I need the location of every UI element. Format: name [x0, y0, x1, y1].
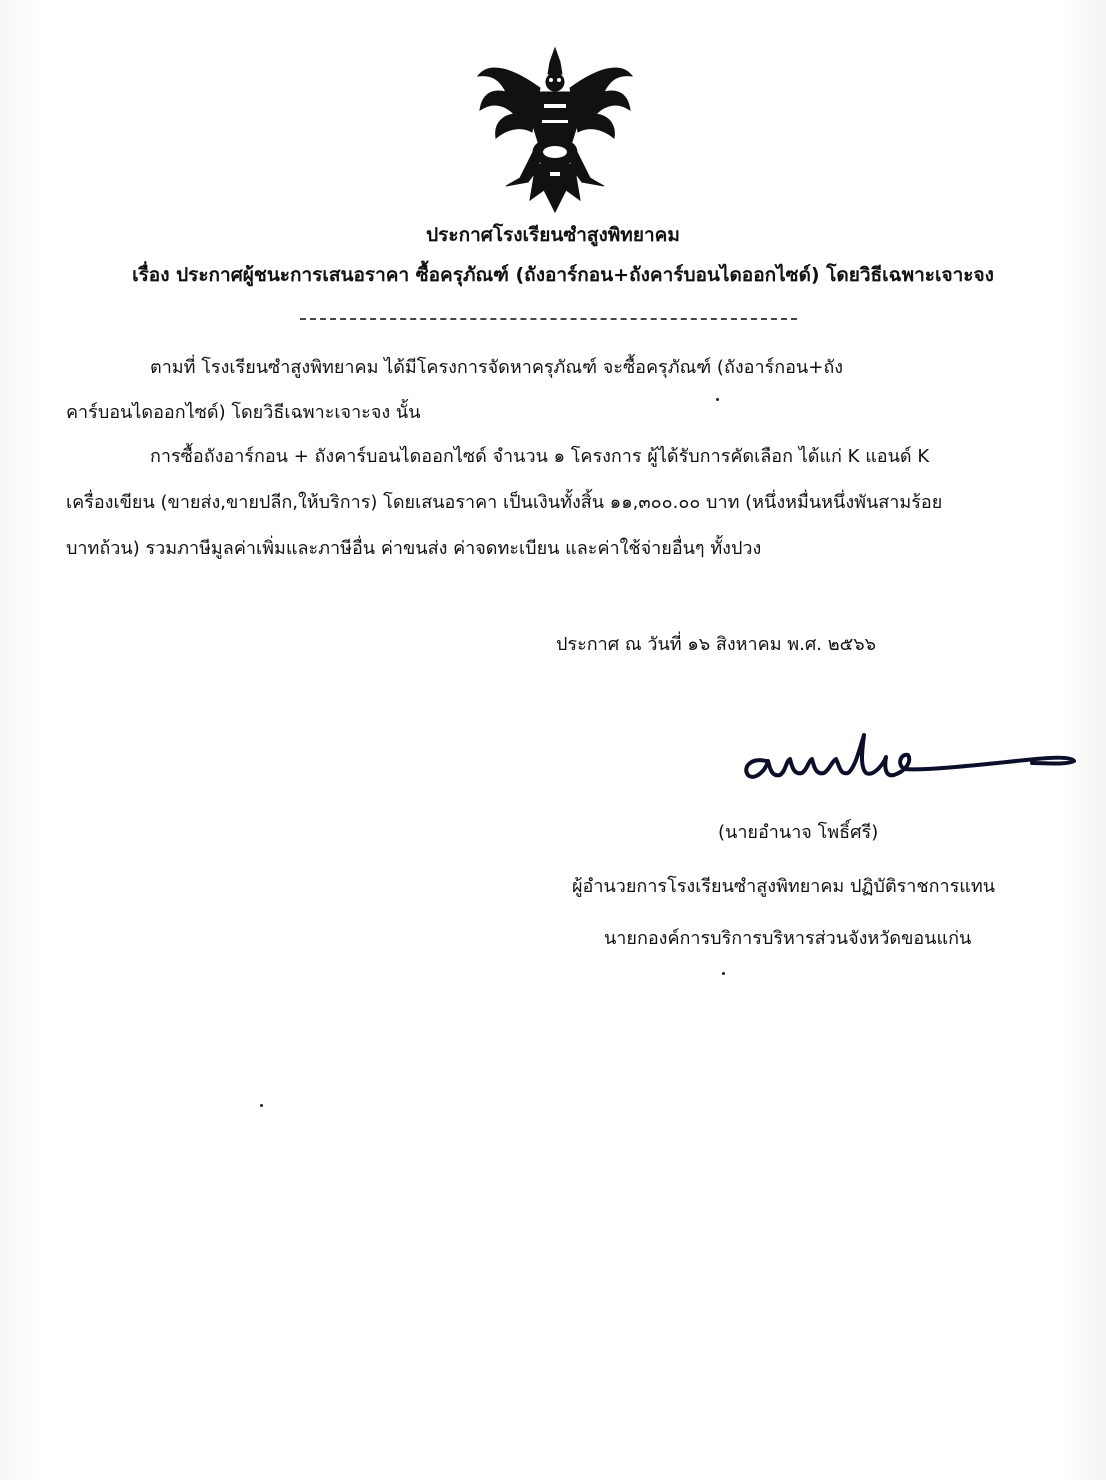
handwritten-signature — [736, 715, 1081, 790]
paragraph-2-line-3: บาทถ้วน) รวมภาษีมูลค่าเพิ่มและภาษีอื่น ค่าขนส่ง ค่าจดทะเบียน และค่าใช้จ่ายอื่นๆ ทั้งปวง — [66, 538, 762, 559]
scan-speck — [722, 972, 725, 975]
paragraph-1-line-2: คาร์บอนไดออกไซด์) โดยวิธีเฉพาะเจาะจง นั้น — [66, 402, 421, 423]
title-divider — [300, 318, 797, 320]
signer-name: (นายอำนาจ โพธิ์ศรี) — [718, 822, 879, 843]
scan-speck — [716, 398, 719, 401]
announcement-title: ประกาศโรงเรียนซำสูงพิทยาคม — [426, 224, 680, 246]
signer-position-1: ผู้อำนวยการโรงเรียนซำสูงพิทยาคม ปฏิบัติราชการแทน — [572, 876, 996, 897]
paragraph-1-line-1: ตามที่ โรงเรียนซำสูงพิทยาคม ได้มีโครงการจัดหาครุภัณฑ์ จะซื้อครุภัณฑ์ (ถังอาร์กอน+ถัง — [150, 357, 844, 378]
announcement-subject: เรื่อง ประกาศผู้ชนะการเสนอราคา ซื้อครุภัณฑ์ (ถังอาร์กอน+ถังคาร์บอนไดออกไซด์) โดยวิธีเฉพาะเจาะจง — [132, 264, 994, 286]
paragraph-2-line-1: การซื้อถังอาร์กอน + ถังคาร์บอนไดออกไซด์ จำนวน ๑ โครงการ ผู้ได้รับการคัดเลือก ได้แก่ K แอนด์ K — [150, 446, 930, 467]
scan-speck — [260, 1104, 263, 1107]
paragraph-2-line-2: เครื่องเขียน (ขายส่ง,ขายปลีก,ให้บริการ) โดยเสนอราคา เป็นเงินทั้งสิ้น ๑๑,๓๐๐.๐๐ บาท (หนึ่งหมื่นหนึ่งพันสามร้อย — [66, 492, 943, 513]
garuda-emblem-icon — [470, 40, 640, 220]
signer-position-2: นายกองค์การบริการบริหารส่วนจังหวัดขอนแก่น — [604, 928, 972, 949]
announcement-date: ประกาศ ณ วันที่ ๑๖ สิงหาคม พ.ศ. ๒๕๖๖ — [556, 634, 877, 655]
